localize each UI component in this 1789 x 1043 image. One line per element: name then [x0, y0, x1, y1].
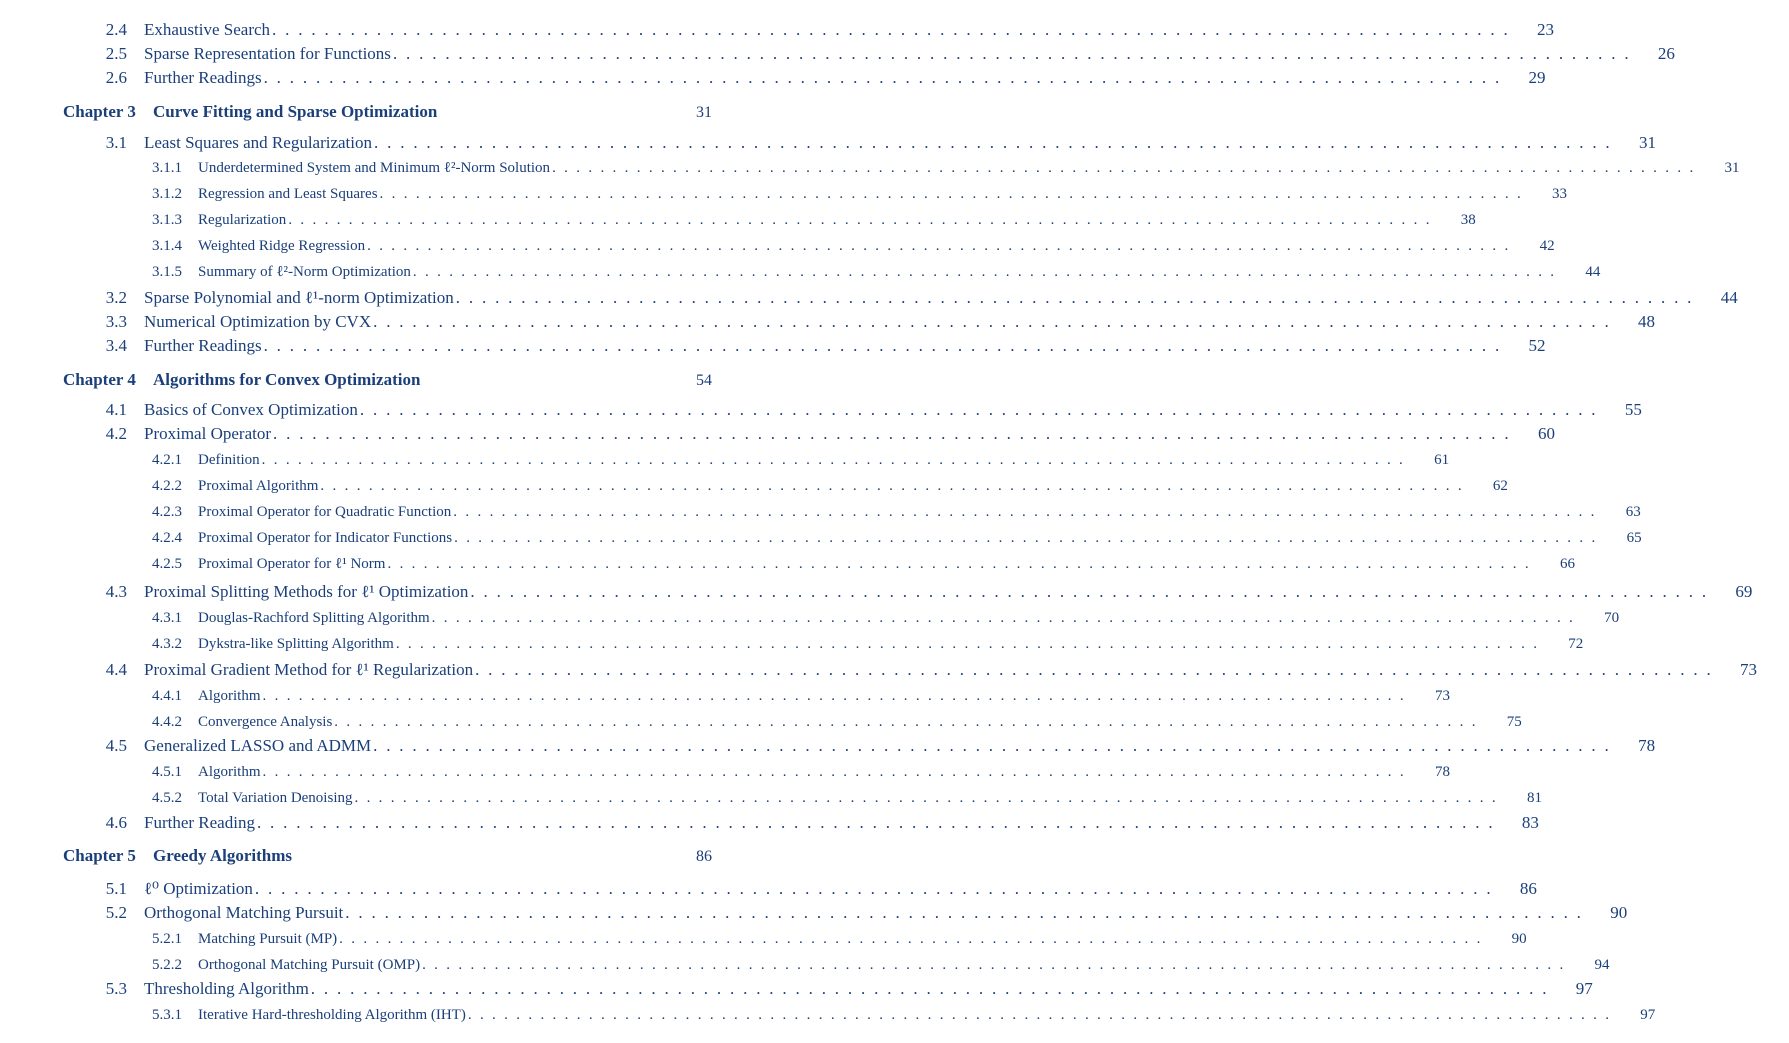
toc-entry-number: 5.2.2: [152, 957, 182, 973]
toc-section-entry[interactable]: [0, 400, 1642, 420]
toc-entry-number: 4.5.1: [152, 764, 182, 780]
toc-entry-title: Underdetermined System and Minimum ℓ²-Norm Solution: [198, 160, 551, 176]
toc-page-number: 42: [1539, 238, 1555, 254]
toc-entry-number: 3.2: [105, 288, 127, 307]
toc-dot-leader: . . . . . . . . . . . . . . . . . . . . . . . . . . . . . . . . . . . . . . . . . . . . . . . . . . . . . . . . . . . . . . . . . . . . . . . . . . . . . . . . . . . . . . . . . . . . . . .: [273, 424, 1511, 443]
toc-page-number: 72: [1568, 636, 1584, 652]
toc-page-number: 60: [1537, 424, 1555, 443]
toc-dot-leader: . . . . . . . . . . . . . . . . . . . . . . . . . . . . . . . . . . . . . . . . . . . . . . . . . . . . . . . . . . . . . . . . . . . . . . . . . . . . . . . . . . . . . . . . . . . . . . .: [454, 530, 1598, 546]
toc-subsection-entry[interactable]: [0, 764, 1450, 781]
toc-subsection-entry[interactable]: [0, 452, 1450, 469]
toc-dot-leader: . . . . . . . . . . . . . . . . . . . . . . . . . . . . . . . . . . . . . . . . . . . . . . . . . . . . . . . . . . . . . . . . . . . . . . . . . . . . . . . . . . . . . . . . . . . . . . .: [254, 879, 1493, 898]
toc-entry-title: ℓ⁰ Optimization: [144, 879, 253, 898]
toc-entry-title: Generalized LASSO and ADMM: [144, 736, 372, 755]
toc-dot-leader: . . . . . . . . . . . . . . . . . . . . . . . . . . . . . . . . . . . . . . . . . . . . . . . . . . . . . . . . . . . . . . . . . . . . . . . . . . . . . . . . . . . . . . . . . . . . . . .: [412, 264, 1557, 280]
toc-dot-leader: . . . . . . . . . . . . . . . . . . . . . . . . . . . . . . . . . . . . . . . . . . . . . . . . . . . . . . . . . . . . . . . . . . . . . . . . . . . . . . . . . . . . . . . . . . . . . . .: [334, 714, 1478, 730]
toc-page-number: 48: [1638, 312, 1656, 331]
toc-entry-number: 4.1: [105, 400, 127, 419]
toc-entry-number: 3.1: [105, 133, 127, 152]
toc-subsection-entry[interactable]: [0, 931, 1527, 948]
toc-page-number: 73: [1434, 688, 1450, 704]
toc-page-number: 55: [1624, 400, 1642, 419]
toc-entry-title: Proximal Splitting Methods for ℓ¹ Optimization: [144, 582, 469, 601]
toc-page-number: 44: [1720, 288, 1738, 307]
toc-entry-title: Greedy Algorithms: [153, 846, 292, 865]
toc-page-number: 61: [1434, 452, 1450, 468]
toc-page-number: 94: [1594, 957, 1610, 973]
toc-page-number: 26: [1657, 44, 1675, 63]
toc-entry-number: 2.4: [105, 20, 127, 39]
toc-subsection-entry[interactable]: [0, 160, 1740, 177]
toc-dot-leader: . . . . . . . . . . . . . . . . . . . . . . . . . . . . . . . . . . . . . . . . . . . . . . . . . . . . . . . . . . . . . . . . . . . . . . . . . . . . . . . . . . . . . . . . . . . . . . .: [455, 288, 1694, 307]
toc-dot-leader: . . . . . . . . . . . . . . . . . . . . . . . . . . . . . . . . . . . . . . . . . . . . . . . . . . . . . . . . . . . . . . . . . . . . . . . . . . . . . . . . . . . . . . . . . . . . . . .: [422, 957, 1566, 973]
toc-page-number: 31: [1638, 133, 1656, 152]
toc-page-number: 97: [1575, 979, 1593, 998]
toc-dot-leader: . . . . . . . . . . . . . . . . . . . . . . . . . . . . . . . . . . . . . . . . . . . . . . . . . . . . . . . . . . . . . . . . . . . . . . . . . . . . . . . . . . . . . . . . . . . . . . .: [262, 764, 1406, 780]
toc-dot-leader: . . . . . . . . . . . . . . . . . . . . . . . . . . . . . . . . . . . . . . . . . . . . . . . . . . . . . . . . . . . . . . . . . . . . . . . . . . . . . . . . . . . . . . . . . . . . . . .: [395, 636, 1540, 652]
toc-entry-title: Least Squares and Regularization: [144, 133, 373, 152]
toc-dot-leader: . . . . . . . . . . . . . . . . . . . . . . . . . . . . . . . . . . . . . . . . . . . . . . . . . . . . . . . . . . . . . . . . . . . . . . . . . . . . . . . . . . . . . . . . . . . . . . .: [552, 160, 1696, 176]
toc-entry-title: Orthogonal Matching Pursuit: [144, 903, 344, 922]
toc-entry-number: 4.4: [105, 660, 127, 679]
toc-section-entry[interactable]: [0, 336, 1546, 356]
toc-dot-leader: . . . . . . . . . . . . . . . . . . . . . . . . . . . . . . . . . . . . . . . . . . . . . . . . . . . . . . . . . . . . . . . . . . . . . . . . . . . . . . . . . . . . . . . . . . . . . . .: [256, 813, 1495, 832]
toc-entry-title: Matching Pursuit (MP): [198, 931, 338, 947]
toc-section-entry[interactable]: [0, 288, 1738, 308]
toc-entry-number: 3.1.1: [152, 160, 182, 176]
toc-section-entry[interactable]: [0, 68, 1546, 88]
toc-entry-number: 3.1.4: [152, 238, 182, 254]
toc-subsection-entry[interactable]: [0, 1007, 1656, 1024]
toc-section-entry[interactable]: [0, 20, 1554, 40]
toc-entry-number: 5.1: [105, 879, 127, 898]
toc-entry-title: Total Variation Denoising: [198, 790, 353, 806]
toc-page-number: 54: [696, 372, 712, 389]
toc-dot-leader: . . . . . . . . . . . . . . . . . . . . . . . . . . . . . . . . . . . . . . . . . . . . . . . . . . . . . . . . . . . . . . . . . . . . . . . . . . . . . . . . . . . . . . . . . . . . . . .: [470, 582, 1709, 601]
toc-entry-number: 3.1.2: [152, 186, 182, 202]
toc-entry-title: Algorithms for Convex Optimization: [153, 370, 421, 389]
toc-entry-number: 5.2.1: [152, 931, 182, 947]
toc-dot-leader: . . . . . . . . . . . . . . . . . . . . . . . . . . . . . . . . . . . . . . . . . . . . . . . . . . . . . . . . . . . . . . . . . . . . . . . . . . . . . . . . . . . . . . . . . . . . . . .: [475, 660, 1714, 679]
toc-subsection-entry[interactable]: [0, 556, 1575, 573]
toc-dot-leader: . . . . . . . . . . . . . . . . . . . . . . . . . . . . . . . . . . . . . . . . . . . . . . . . . . . . . . . . . . . . . . . . . . . . . . . . . . . . . . . . . . . . . . . . . . . . . . .: [262, 688, 1406, 704]
toc-dot-leader: . . . . . . . . . . . . . . . . . . . . . . . . . . . . . . . . . . . . . . . . . . . . . . . . . . . . . . . . . . . . . . . . . . . . . . . . . . . . . . . . . . . . . . . . . . . . . . .: [263, 336, 1502, 355]
toc-dot-leader: . . . . . . . . . . . . . . . . . . . . . . . . . . . . . . . . . . . . . . . . . . . . . . . . . . . . . . . . . . . . . . . . . . . . . . . . . . . . . . . . . . . . . . . . . . . . . . .: [453, 504, 1597, 520]
toc-entry-number: 4.5: [105, 736, 127, 755]
toc-entry-title: Further Readings: [144, 336, 262, 355]
toc-subsection-entry[interactable]: [0, 530, 1642, 547]
toc-entry-title: Convergence Analysis: [198, 714, 333, 730]
toc-page-number: 23: [1537, 20, 1554, 39]
toc-section-entry[interactable]: [0, 660, 1758, 680]
toc-page-number: 90: [1610, 903, 1628, 922]
toc-entry-number: 4.3: [105, 582, 127, 601]
toc-entry-number: 3.1.5: [152, 264, 182, 280]
toc-page-number: 86: [1519, 879, 1537, 898]
toc-entry-title: Weighted Ridge Regression: [198, 238, 366, 254]
toc-entry-title: Proximal Operator for Indicator Functions: [198, 530, 453, 546]
toc-dot-leader: . . . . . . . . . . . . . . . . . . . . . . . . . . . . . . . . . . . . . . . . . . . . . . . . . . . . . . . . . . . . . . . . . . . . . . . . . . . . . . . . . . . . . . . . . . . . . . .: [288, 212, 1432, 228]
toc-entry-title: Proximal Gradient Method for ℓ¹ Regularization: [144, 660, 474, 679]
toc-dot-leader: . . . . . . . . . . . . . . . . . . . . . . . . . . . . . . . . . . . . . . . . . . . . . . . . . . . . . . . . . . . . . . . . . . . . . . . . . . . . . . . . . . . . . . . . . . . . . . .: [392, 44, 1631, 63]
toc-dot-leader: . . . . . . . . . . . . . . . . . . . . . . . . . . . . . . . . . . . . . . . . . . . . . . . . . . . . . . . . . . . . . . . . . . . . . . . . . . . . . . . . . . . . . . . . . . . . . . .: [373, 736, 1612, 755]
toc-dot-leader: . . . . . . . . . . . . . . . . . . . . . . . . . . . . . . . . . . . . . . . . . . . . . . . . . . . . . . . . . . . . . . . . . . . . . . . . . . . . . . . . . . . . . . . . . . . . . . .: [320, 478, 1464, 494]
toc-dot-leader: . . . . . . . . . . . . . . . . . . . . . . . . . . . . . . . . . . . . . . . . . . . . . . . . . . . . . . . . . . . . . . . . . . . . . . . . . . . . . . . . . . . . . . . . . . . . . . .: [359, 400, 1598, 419]
toc-subsection-entry[interactable]: [0, 264, 1601, 281]
toc-subsection-entry[interactable]: [0, 610, 1620, 627]
toc-entry-title: Algorithm: [198, 764, 261, 780]
toc-entry-title: Regularization: [198, 212, 287, 228]
toc-dot-leader: . . . . . . . . . . . . . . . . . . . . . . . . . . . . . . . . . . . . . . . . . . . . . . . . . . . . . . . . . . . . . . . . . . . . . . . . . . . . . . . . . . . . . . . . . . . . . . .: [373, 312, 1612, 331]
toc-entry-title: Proximal Operator for Quadratic Function: [198, 504, 452, 520]
toc-entry-number: 3.1.3: [152, 212, 182, 228]
toc-entry-number: 4.2.5: [152, 556, 182, 572]
toc-subsection-entry[interactable]: [0, 478, 1508, 495]
toc-entry-number: Chapter 3: [63, 102, 136, 121]
toc-page-number: 31: [1724, 160, 1740, 176]
toc-page-number: 63: [1625, 504, 1641, 520]
toc-section-entry[interactable]: [0, 879, 1537, 899]
toc-section-entry[interactable]: [0, 736, 1656, 756]
toc-subsection-entry[interactable]: [0, 957, 1610, 974]
toc-page-number: 83: [1521, 813, 1539, 832]
toc-section-entry[interactable]: [0, 582, 1753, 602]
toc-page-number: 52: [1528, 336, 1546, 355]
toc-entry-number: 4.2.2: [152, 478, 182, 494]
toc-entry-title: Algorithm: [198, 688, 261, 704]
toc-entry-number: 4.2.1: [152, 452, 182, 468]
toc-section-entry[interactable]: [0, 133, 1656, 153]
toc-entry-number: 4.2.4: [152, 530, 182, 546]
toc-entry-title: Regression and Least Squares: [198, 186, 378, 202]
toc-page-number: 75: [1506, 714, 1522, 730]
toc-entry-number: 2.6: [105, 68, 127, 87]
toc-entry-title: Sparse Representation for Functions: [144, 44, 391, 63]
toc-entry-title: Proximal Operator: [144, 424, 271, 443]
toc-page-number: 70: [1604, 610, 1620, 626]
toc-entry-number: 4.2: [105, 424, 127, 443]
toc-page-number: 78: [1638, 736, 1656, 755]
toc-entry-title: Basics of Convex Optimization: [144, 400, 358, 419]
toc-page-number: 81: [1526, 790, 1542, 806]
toc-section-entry[interactable]: [0, 903, 1628, 923]
toc-entry-title: Douglas-Rachford Splitting Algorithm: [198, 610, 430, 626]
toc-subsection-entry[interactable]: [0, 238, 1555, 255]
toc-entry-title: Exhaustive Search: [144, 20, 271, 39]
toc-entry-title: Proximal Operator for ℓ¹ Norm: [198, 556, 386, 572]
toc-page-number: 29: [1528, 68, 1546, 87]
toc-entry-number: 5.2: [105, 903, 127, 922]
toc-page-number: 86: [696, 848, 712, 865]
toc-chapter-entry[interactable]: [0, 370, 744, 390]
toc-subsection-entry[interactable]: [0, 504, 1641, 521]
toc-dot-leader: . . . . . . . . . . . . . . . . . . . . . . . . . . . . . . . . . . . . . . . . . . . . . . . . . . . . . . . . . . . . . . . . . . . . . . . . . . . . . . . . . . . . . . . . . . . . . . .: [387, 556, 1531, 572]
toc-entry-number: 3.3: [105, 312, 127, 331]
toc-dot-leader: . . . . . . . . . . . . . . . . . . . . . . . . . . . . . . . . . . . . . . . . . . . . . . . . . . . . . . . . . . . . . . . . . . . . . . . . . . . . . . . . . . . . . . . . . . . . . . .: [467, 1007, 1612, 1023]
toc-chapter-entry[interactable]: [0, 102, 744, 122]
toc-entry-number: 4.3.2: [152, 636, 182, 652]
toc-chapter-entry[interactable]: [0, 846, 744, 866]
toc-page-number: 31: [696, 104, 712, 121]
toc-page-number: 44: [1585, 264, 1601, 280]
toc-subsection-entry[interactable]: [0, 636, 1584, 653]
toc-dot-leader: . . . . . . . . . . . . . . . . . . . . . . . . . . . . . . . . . . . . . . . . . . . . . . . . . . . . . . . . . . . . . . . . . . . . . . . . . . . . . . . . . . . . . . . . . . . . . . .: [431, 610, 1576, 626]
toc-dot-leader: . . . . . . . . . . . . . . . . . . . . . . . . . . . . . . . . . . . . . . . . . . . . . . . . . . . . . . . . . . . . . . . . . . . . . . . . . . . . . . . . . . . . . . . . . . . . . . .: [345, 903, 1584, 922]
toc-section-entry[interactable]: [0, 44, 1675, 64]
toc-entry-title: Thresholding Algorithm: [144, 979, 309, 998]
toc-entry-title: Curve Fitting and Sparse Optimization: [153, 102, 438, 121]
toc-entry-title: Further Readings: [144, 68, 262, 87]
toc-dot-leader: . . . . . . . . . . . . . . . . . . . . . . . . . . . . . . . . . . . . . . . . . . . . . . . . . . . . . . . . . . . . . . . . . . . . . . . . . . . . . . . . . . . . . . . . . . . . . . .: [367, 238, 1511, 254]
toc-subsection-entry[interactable]: [0, 186, 1567, 203]
toc-page-number: 33: [1552, 186, 1567, 202]
toc-page-number: 62: [1492, 478, 1508, 494]
toc-dot-leader: . . . . . . . . . . . . . . . . . . . . . . . . . . . . . . . . . . . . . . . . . . . . . . . . . . . . . . . . . . . . . . . . . . . . . . . . . . . . . . . . . . . . . . . . . . . . . . .: [263, 68, 1502, 87]
toc-dot-leader: . . . . . . . . . . . . . . . . . . . . . . . . . . . . . . . . . . . . . . . . . . . . . . . . . . . . . . . . . . . . . . . . . . . . . . . . . . . . . . . . . . . . . . . . . . . . . . .: [354, 790, 1498, 806]
toc-section-entry[interactable]: [0, 312, 1656, 332]
toc-entry-title: Summary of ℓ²-Norm Optimization: [198, 264, 411, 280]
toc-entry-number: 2.5: [105, 44, 127, 63]
toc-entry-title: Dykstra-like Splitting Algorithm: [198, 636, 394, 652]
toc-entry-number: 4.5.2: [152, 790, 182, 806]
toc-entry-title: Further Reading: [144, 813, 255, 832]
toc-page-number: 78: [1434, 764, 1450, 780]
toc-entry-number: Chapter 5: [63, 846, 136, 865]
toc-entry-title: Proximal Algorithm: [198, 478, 319, 494]
toc-entry-number: 4.4.2: [152, 714, 182, 730]
toc-entry-number: 4.3.1: [152, 610, 182, 626]
toc-entry-number: Chapter 4: [63, 370, 136, 389]
toc-page-number: 69: [1735, 582, 1753, 601]
toc-subsection-entry[interactable]: [0, 714, 1522, 731]
toc-entry-title: Orthogonal Matching Pursuit (OMP): [198, 957, 421, 973]
toc-page-number: 90: [1511, 931, 1527, 947]
toc-dot-leader: . . . . . . . . . . . . . . . . . . . . . . . . . . . . . . . . . . . . . . . . . . . . . . . . . . . . . . . . . . . . . . . . . . . . . . . . . . . . . . . . . . . . . . . . . . . . . . .: [272, 20, 1510, 39]
toc-page-number: 65: [1626, 530, 1642, 546]
toc-page-number: 66: [1559, 556, 1575, 572]
toc-entry-number: 4.2.3: [152, 504, 182, 520]
toc-entry-number: 5.3.1: [152, 1007, 182, 1023]
toc-subsection-entry[interactable]: [0, 212, 1476, 229]
toc-dot-leader: . . . . . . . . . . . . . . . . . . . . . . . . . . . . . . . . . . . . . . . . . . . . . . . . . . . . . . . . . . . . . . . . . . . . . . . . . . . . . . . . . . . . . . . . . . . . . . .: [339, 931, 1483, 947]
toc-entry-number: 3.4: [105, 336, 127, 355]
toc-dot-leader: . . . . . . . . . . . . . . . . . . . . . . . . . . . . . . . . . . . . . . . . . . . . . . . . . . . . . . . . . . . . . . . . . . . . . . . . . . . . . . . . . . . . . . . . . . . . . . .: [310, 979, 1549, 998]
toc-page-number: 38: [1460, 212, 1476, 228]
toc-entry-title: Sparse Polynomial and ℓ¹-norm Optimization: [144, 288, 454, 307]
toc-section-entry[interactable]: [0, 979, 1593, 999]
toc-page-number: 73: [1740, 660, 1758, 679]
toc-subsection-entry[interactable]: [0, 688, 1450, 705]
toc-section-entry[interactable]: [0, 424, 1555, 444]
toc-entry-title: Iterative Hard-thresholding Algorithm (IHT): [198, 1007, 466, 1023]
toc-page-number: 97: [1640, 1007, 1656, 1023]
toc-dot-leader: . . . . . . . . . . . . . . . . . . . . . . . . . . . . . . . . . . . . . . . . . . . . . . . . . . . . . . . . . . . . . . . . . . . . . . . . . . . . . . . . . . . . . . . . . . . . . . .: [261, 452, 1406, 468]
toc-dot-leader: . . . . . . . . . . . . . . . . . . . . . . . . . . . . . . . . . . . . . . . . . . . . . . . . . . . . . . . . . . . . . . . . . . . . . . . . . . . . . . . . . . . . . . . . . . . . . . .: [379, 186, 1523, 202]
toc-dot-leader: . . . . . . . . . . . . . . . . . . . . . . . . . . . . . . . . . . . . . . . . . . . . . . . . . . . . . . . . . . . . . . . . . . . . . . . . . . . . . . . . . . . . . . . . . . . . . . .: [374, 133, 1612, 152]
toc-entry-number: 4.6: [105, 813, 127, 832]
toc-entry-title: Numerical Optimization by CVX: [144, 312, 372, 331]
toc-entry-number: 4.4.1: [152, 688, 182, 704]
toc-section-entry[interactable]: [0, 813, 1539, 833]
toc-entry-title: Definition: [198, 452, 260, 468]
toc-subsection-entry[interactable]: [0, 790, 1542, 807]
toc-entry-number: 5.3: [105, 979, 127, 998]
